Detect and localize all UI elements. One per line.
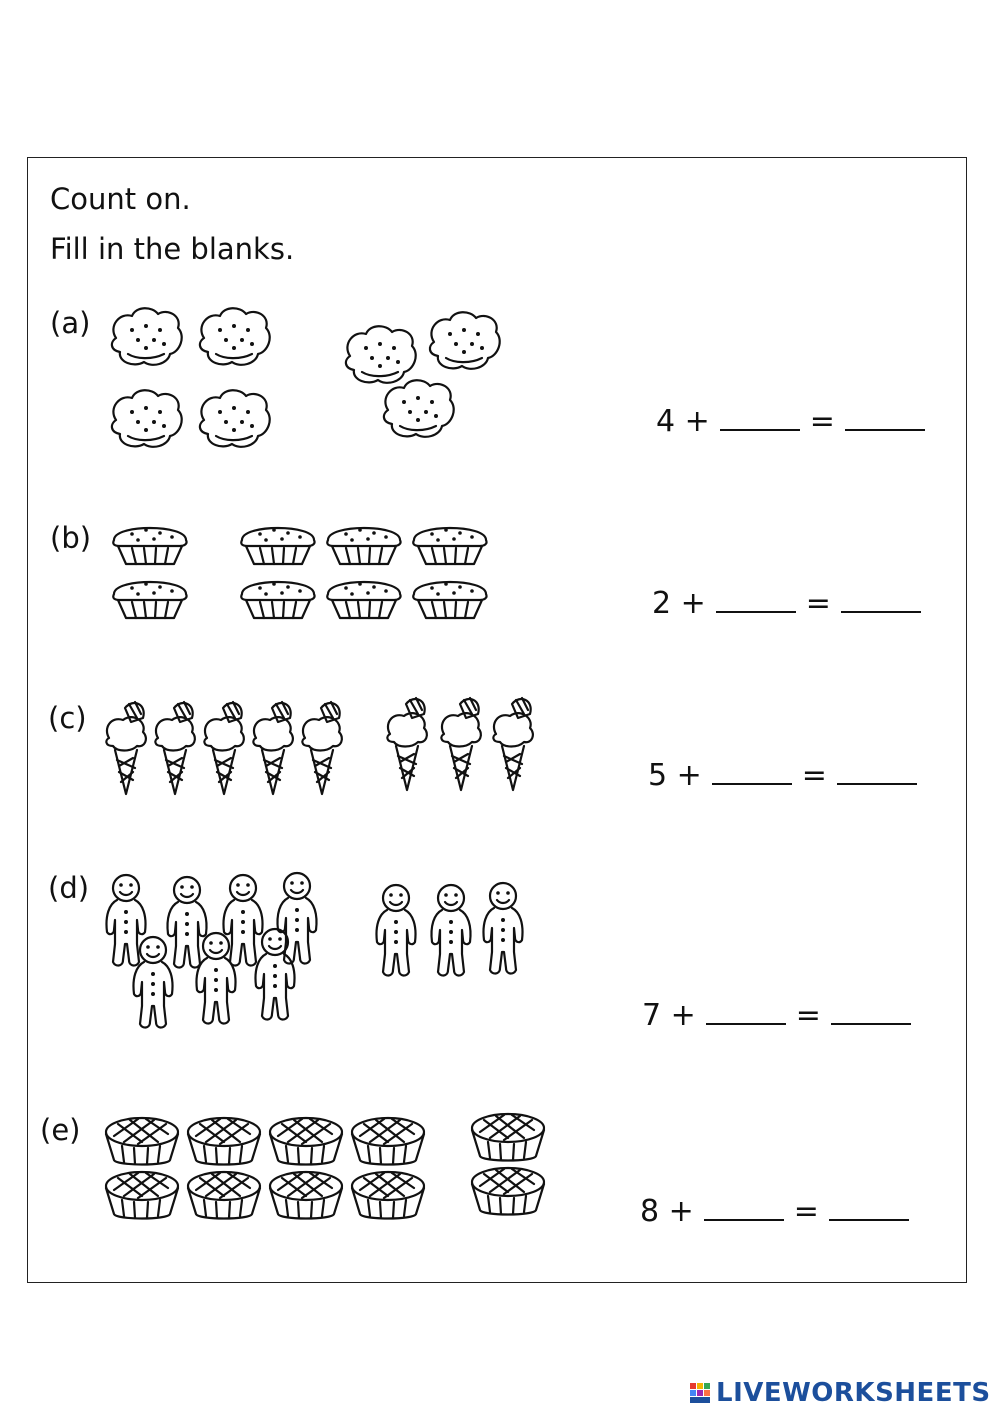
instruction-count-on: Count on. [50, 182, 191, 216]
problem-a-cookie-icon-group1-2 [194, 304, 274, 370]
problem-d-gingerbread-man-icon-group2-1 [371, 882, 421, 978]
problem-e-pie-icon-group1-1 [102, 1114, 182, 1168]
problem-c-ice-cream-icon-group1-4 [250, 698, 296, 798]
problem-c-ice-cream-icon-group1-2 [152, 698, 198, 798]
problem-b-muffin-icon-group2-1 [236, 518, 320, 568]
problem-c-ice-cream-icon-group1-5 [299, 698, 345, 798]
problem-d-start: 7 + [642, 998, 696, 1033]
problem-b-muffin-icon-group1-2 [108, 572, 192, 622]
liveworksheets-brand: LIVEWORKSHEETS [716, 1378, 991, 1408]
problem-b-muffin-icon-group2-5 [322, 572, 406, 622]
problem-d-gingerbread-man-icon-group2-2 [426, 882, 476, 978]
problem-c-ice-cream-icon-group2-3 [490, 694, 536, 794]
problem-a-equals: = [809, 404, 835, 439]
problem-c-ice-cream-icon-group1-3 [201, 698, 247, 798]
problem-a-cookie-icon-group1-1 [106, 304, 186, 370]
problem-e-pie-icon-group1-7 [266, 1168, 346, 1222]
problem-e-pie-icon-group1-2 [184, 1114, 264, 1168]
problem-d-gingerbread-man-icon-group1-6 [191, 930, 241, 1026]
problem-b-label: (b) [50, 521, 92, 555]
problem-b-equals: = [805, 586, 831, 621]
picture-area [28, 158, 968, 1284]
problem-c-equals: = [801, 758, 827, 793]
problem-b-muffin-icon-group1-1 [108, 518, 192, 568]
liveworksheets-logo [690, 1378, 991, 1408]
problem-e-pie-icon-group1-3 [266, 1114, 346, 1168]
problem-e-pie-icon-group1-4 [348, 1114, 428, 1168]
problem-d-label: (d) [48, 871, 90, 905]
problem-b-muffin-icon-group2-3 [408, 518, 492, 568]
problem-a-start: 4 + [656, 404, 710, 439]
problem-b-muffin-icon-group2-2 [322, 518, 406, 568]
problem-a-cookie-icon-group1-3 [106, 386, 186, 452]
worksheet-frame [27, 157, 967, 1283]
problem-e-label: (e) [40, 1113, 81, 1147]
problem-e-pie-icon-group2-2 [468, 1164, 548, 1218]
problem-d-gingerbread-man-icon-group1-5 [128, 934, 178, 1030]
problem-e-pie-icon-group1-5 [102, 1168, 182, 1222]
problem-e-pie-icon-group1-6 [184, 1168, 264, 1222]
problem-a-label: (a) [50, 306, 91, 340]
problem-d-gingerbread-man-icon-group1-7 [250, 926, 300, 1022]
problem-a-cookie-icon-group1-4 [194, 386, 274, 452]
problem-b-muffin-icon-group2-6 [408, 572, 492, 622]
problem-c-label: (c) [48, 701, 87, 735]
problem-e-start: 8 + [640, 1194, 694, 1229]
problem-d-equals: = [795, 998, 821, 1033]
problem-c-ice-cream-icon-group2-2 [438, 694, 484, 794]
problem-c-ice-cream-icon-group2-1 [384, 694, 430, 794]
problem-c-start: 5 + [648, 758, 702, 793]
problem-e-pie-icon-group1-8 [348, 1168, 428, 1222]
problem-b-muffin-icon-group2-4 [236, 572, 320, 622]
liveworksheets-mark-icon [690, 1381, 712, 1405]
problem-e-pie-icon-group2-1 [468, 1110, 548, 1164]
problem-a-cookie-icon-group2-2 [424, 308, 504, 374]
problem-e-equals: = [793, 1194, 819, 1229]
instruction-fill-blanks: Fill in the blanks. [50, 232, 295, 266]
problem-a-cookie-icon-group2-3 [378, 376, 458, 442]
problem-c-ice-cream-icon-group1-1 [103, 698, 149, 798]
problem-d-gingerbread-man-icon-group2-3 [478, 880, 528, 976]
problem-b-start: 2 + [652, 586, 706, 621]
